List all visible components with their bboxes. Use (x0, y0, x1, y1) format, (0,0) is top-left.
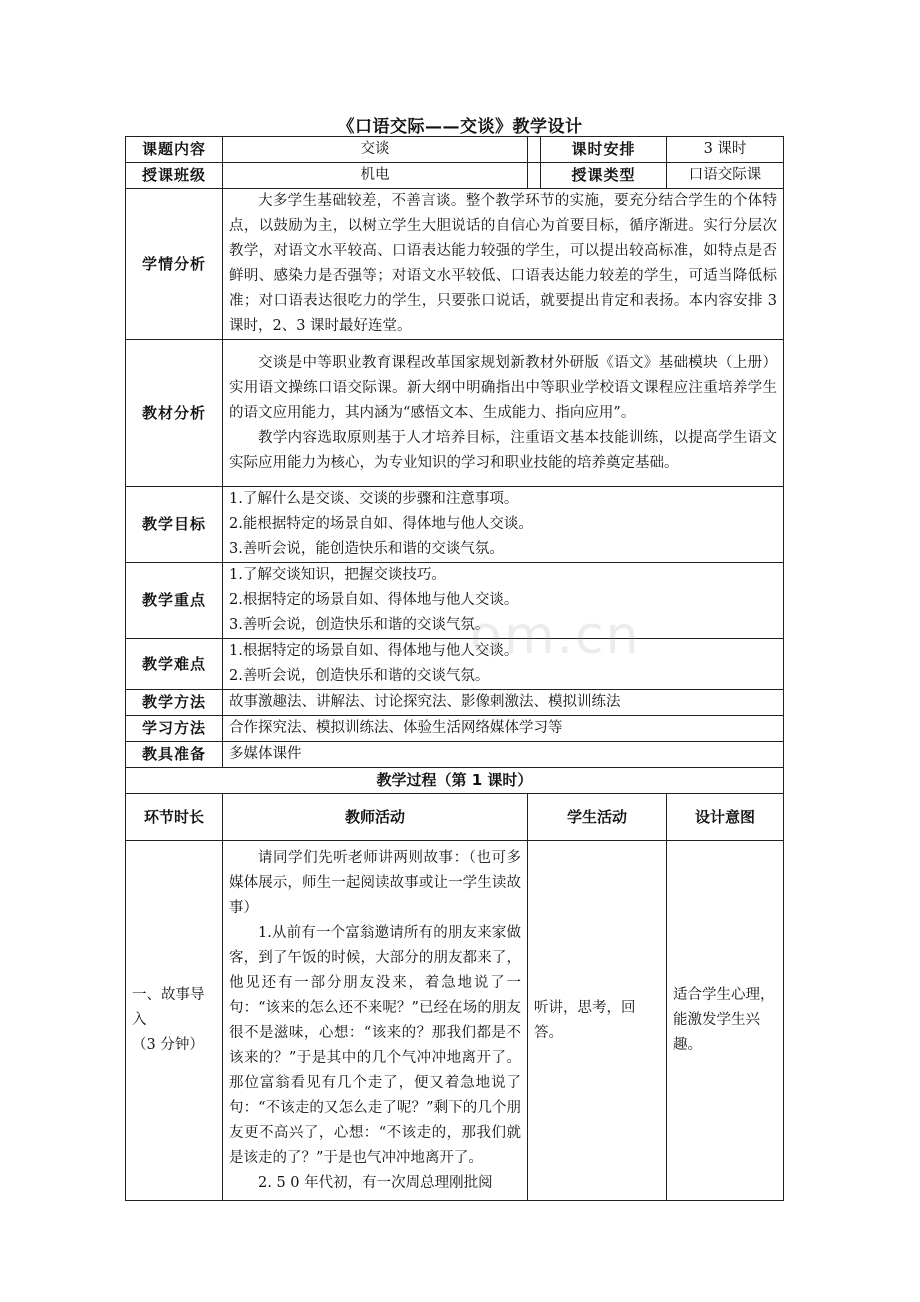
key-point-item: 3.善听会说，创造快乐和谐的交谈气氛。 (229, 617, 490, 633)
spacer-cell (528, 163, 541, 189)
topic-label: 课题内容 (126, 137, 223, 163)
difficulty-item: 2.善听会说，创造快乐和谐的交谈气氛。 (229, 668, 490, 684)
key-point-item: 2.根据特定的场景自如、得体地与他人交谈。 (229, 592, 519, 608)
difficulty-item: 1.根据特定的场景自如、得体地与他人交谈。 (229, 643, 519, 659)
process-header: 教学过程（第 1 课时） (126, 768, 784, 794)
col-design-header: 设计意图 (667, 794, 784, 841)
stage-time: （3 分钟） (132, 1037, 204, 1053)
process-row-intro (126, 841, 784, 1201)
student-analysis-text: 大多学生基础较差，不善言谈。整个教学环节的实施，要充分结合学生的个体特点，以鼓励为主，以树立学生大胆说话的自信心为首要目标，循序渐进。实行分层次教学，对语文水平较高、口语表达能力较强的学生，可以提出较高标准，如特点是否鲜明、感染力是否强等；对语文水平较低、口语表达能力较差的学生，可适当降低标准；对口语表达很吃力的学生，只要张口说话，就要提出肯定和表扬。本内容安排 3 课时，2、3 课时最好连堂。 (223, 189, 784, 340)
material-analysis-row (126, 340, 784, 487)
type-value: 口语交际课 (667, 163, 784, 189)
learning-methods-row (126, 716, 784, 742)
process-header-row (126, 768, 784, 794)
hours-value: 3 课时 (667, 137, 784, 163)
topic-value: 交谈 (223, 137, 528, 163)
key-points-row (126, 563, 784, 639)
teaching-methods-value: 故事激趣法、讲解法、讨论探究法、影像刺激法、模拟训练法 (223, 690, 784, 716)
learning-methods-value: 合作探究法、模拟训练法、体验生活网络媒体学习等 (223, 716, 784, 742)
learning-methods-label: 学习方法 (126, 716, 223, 742)
teaching-tools-label: 教具准备 (126, 742, 223, 768)
spacer-cell (528, 137, 541, 163)
goal-item: 2.能根据特定的场景自如、得体地与他人交谈。 (229, 516, 533, 532)
teacher-intro: 请同学们先听老师讲两则故事：（也可多媒体展示，师生一起阅读故事或让一学生读故事） (229, 849, 521, 916)
difficulties-list (223, 639, 784, 690)
hours-label: 课时安排 (541, 137, 667, 163)
material-analysis-cell (223, 340, 784, 487)
student-analysis-label: 学情分析 (126, 189, 223, 340)
info-row-topic (126, 137, 784, 163)
student-activity-cell: 听讲，思考，回答。 (528, 841, 667, 1201)
difficulties-label: 教学难点 (126, 639, 223, 690)
page-title: 《口语交际——交谈》教学设计 (337, 117, 583, 137)
lesson-plan-table (125, 136, 784, 1201)
difficulties-row (126, 639, 784, 690)
material-analysis-para2: 教学内容选取原则基于人才培养目标，注重语文基本技能训练，以提高学生语文实际应用能力为核心，为专业知识的学习和职业技能的培养奠定基础。 (229, 429, 777, 471)
teaching-tools-row (126, 742, 784, 768)
col-student-header: 学生活动 (528, 794, 667, 841)
key-points-list (223, 563, 784, 639)
goal-item: 3.善听会说，能创造快乐和谐的交谈气氛。 (229, 541, 504, 557)
info-row-class (126, 163, 784, 189)
watermark: om.cn (470, 606, 641, 666)
stage-cell (126, 841, 223, 1201)
teacher-story-1: 1.从前有一个富翁邀请所有的朋友来家做客，到了午饭的时候，大部分的朋友都来了，他见还有一部分朋友没来，着急地说了一句：“该来的怎么还不来呢？”已经在场的朋友很不是滋味，心想：“该来的？那我们都是不该来的？”于是其中的几个气冲冲地离开了。那位富翁看见有几个走了，便又着急地说了句：“不该走的又怎么走了呢？”剩下的几个朋友更不高兴了，心想：“不该走的，那我们就是该走的了？”于是也气冲冲地离开了。 (229, 924, 521, 1166)
goals-list (223, 487, 784, 563)
type-label: 授课类型 (541, 163, 667, 189)
material-analysis-label: 教材分析 (126, 340, 223, 487)
key-point-item: 1.了解交谈知识，把握交谈技巧。 (229, 567, 446, 583)
student-analysis-row (126, 189, 784, 340)
goal-item: 1.了解什么是交谈、交谈的步骤和注意事项。 (229, 491, 519, 507)
goals-row (126, 487, 784, 563)
teaching-methods-label: 教学方法 (126, 690, 223, 716)
goals-label: 教学目标 (126, 487, 223, 563)
class-value: 机电 (223, 163, 528, 189)
stage-name: 一、故事导入 (132, 987, 205, 1028)
design-intent-cell: 适合学生心理，能激发学生兴趣。 (667, 841, 784, 1201)
col-stage-header: 环节时长 (126, 794, 223, 841)
teacher-story-2: 2. 5 0 年代初，有一次周总理刚批阅 (258, 1174, 493, 1191)
class-label: 授课班级 (126, 163, 223, 189)
teaching-methods-row (126, 690, 784, 716)
process-column-headers (126, 794, 784, 841)
key-points-label: 教学重点 (126, 563, 223, 639)
material-analysis-para1: 交谈是中等职业教育课程改革国家规划新教材外研版《语文》基础模块（上册）实用语文操练口语交际课。新大纲中明确指出中等职业学校语文课程应注重培养学生的语文应用能力，其内涵为“感悟文本、生成能力、指向应用”。 (229, 354, 777, 421)
teaching-tools-value: 多媒体课件 (223, 742, 784, 768)
col-teacher-header: 教师活动 (223, 794, 528, 841)
teacher-activity-cell (223, 841, 528, 1201)
